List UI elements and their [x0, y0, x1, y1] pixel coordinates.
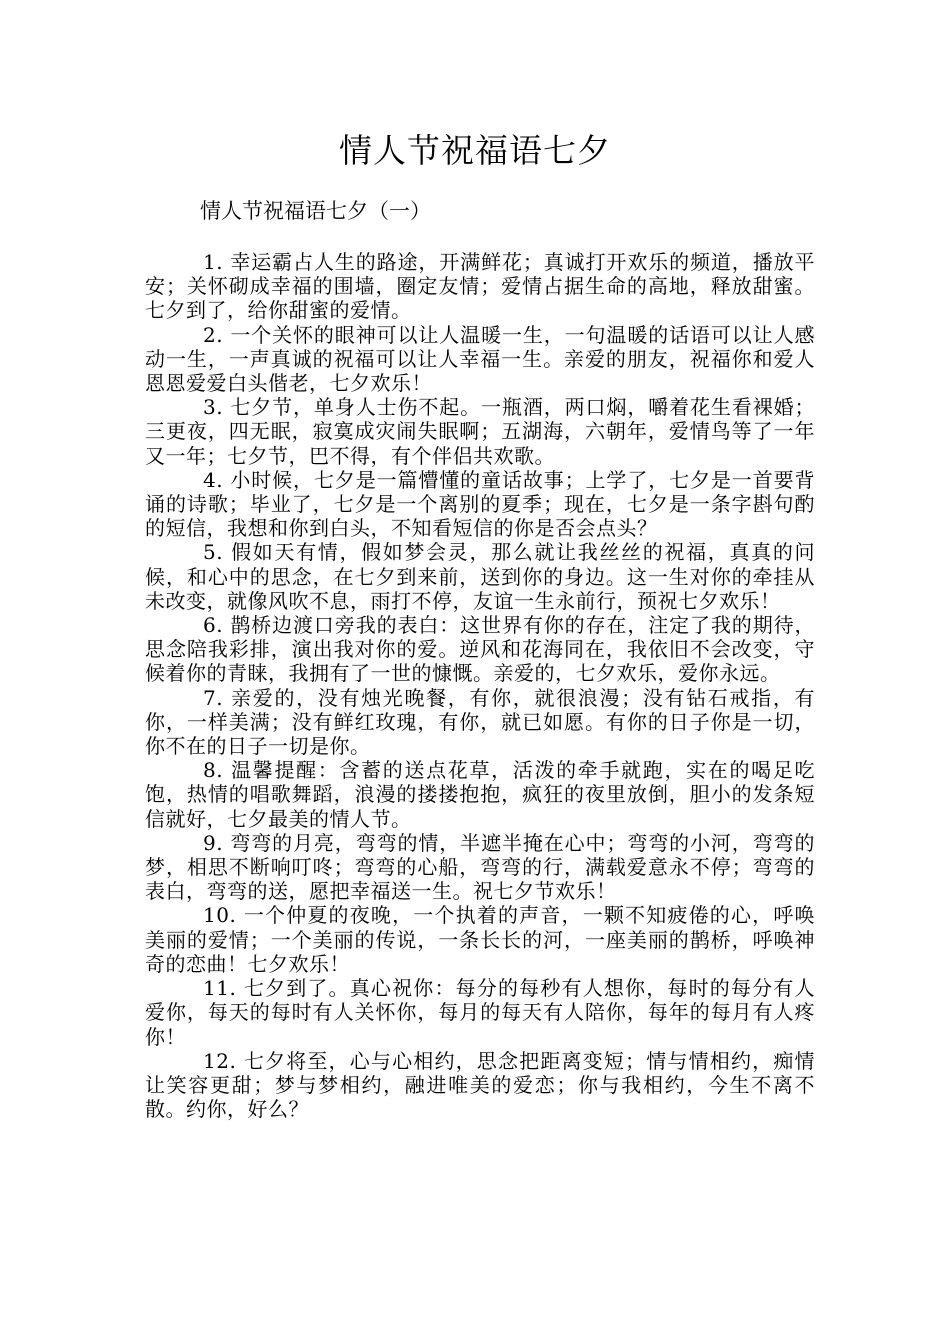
blessing-item-4: 4. 小时候，七夕是一篇懵懂的童话故事；上学了，七夕是一首要背诵的诗歌；毕业了，七夕是一个离别的夏季；现在，七夕是一条字斟句酌的短信，我想和你到白头，不知看短信的你是否会点头？: [145, 467, 815, 541]
blessing-item-1: 1. 幸运霸占人生的路途，开满鲜花；真诚打开欢乐的频道，播放平安；关怀砌成幸福的围墙，圈定友情；爱情占据生命的高地，释放甜蜜。七夕到了，给你甜蜜的爱情。: [145, 250, 815, 323]
blessing-item-3: 3. 七夕节，单身人士伤不起。一瓶酒，两口焖，嚼着花生看裸婚；三更夜，四无眠，寂寞成灾闹失眠啊；五湖海，六朝年，爱情鸟等了一年又一年；七夕节，巴不得，有个伴侣共欢歌。: [145, 395, 815, 468]
blessing-item-11: 11. 七夕到了。真心祝你：每分的每秒有人想你，每时的每分有人爱你，每天的每时有人关怀你，每月的每天有人陪你，每年的每月有人疼你！: [145, 976, 815, 1049]
blessing-item-7: 7. 亲爱的，没有烛光晚餐，有你，就很浪漫；没有钻石戒指，有你，一样美满；没有鲜红玫瑰，有你，就已如愿。有你的日子你是一切，你不在的日子一切是你。: [145, 685, 815, 759]
blessing-item-6: 6. 鹊桥边渡口旁我的表白：这世界有你的存在，注定了我的期待，思念陪我彩排，演出我对你的爱。逆风和花海同在，我依旧不会改变，守候着你的青睐，我拥有了一世的慷慨。亲爱的，七夕欢乐，爱你永远。: [145, 613, 815, 686]
blessing-item-5: 5. 假如天有情，假如梦会灵，那么就让我丝丝的祝福，真真的问候，和心中的思念，在七夕到来前，送到你的身边。这一生对你的牵挂从未改变，就像风吹不息，雨打不停，友谊一生永前行，预祝七夕欢乐！: [145, 540, 815, 613]
blessing-list: [145, 250, 815, 1121]
blessing-item-12: 12. 七夕将至，心与心相约，思念把距离变短；情与情相约，痴情让笑容更甜；梦与梦相约，融进唯美的爱恋；你与我相约，今生不离不散。约你，好么？: [145, 1048, 815, 1122]
section-heading: 情人节祝福语七夕（一）: [200, 199, 431, 223]
blessing-item-9: 9. 弯弯的月亮，弯弯的情，半遮半掩在心中；弯弯的小河，弯弯的梦，相思不断响叮咚；弯弯的心船，弯弯的行，满载爱意永不停；弯弯的表白，弯弯的送，愿把幸福送一生。祝七夕节欢乐！: [145, 830, 815, 904]
blessing-item-10: 10. 一个仲夏的夜晚，一个执着的声音，一颗不知疲倦的心，呼唤美丽的爱情；一个美丽的传说，一条长长的河，一座美丽的鹊桥，呼唤神奇的恋曲！七夕欢乐！: [145, 903, 815, 976]
blessing-item-2: 2. 一个关怀的眼神可以让人温暖一生，一句温暖的话语可以让人感动一生，一声真诚的祝福可以让人幸福一生。亲爱的朋友，祝福你和爱人恩恩爱爱白头偕老，七夕欢乐！: [145, 322, 815, 396]
blessing-item-8: 8. 温馨提醒：含蓄的送点花草，活泼的牵手就跑，实在的喝足吃饱，热情的唱歌舞蹈，浪漫的搂搂抱抱，疯狂的夜里放倒，胆小的发条短信就好，七夕最美的情人节。: [145, 758, 815, 831]
document-title: 情人节祝福语七夕: [339, 131, 611, 170]
